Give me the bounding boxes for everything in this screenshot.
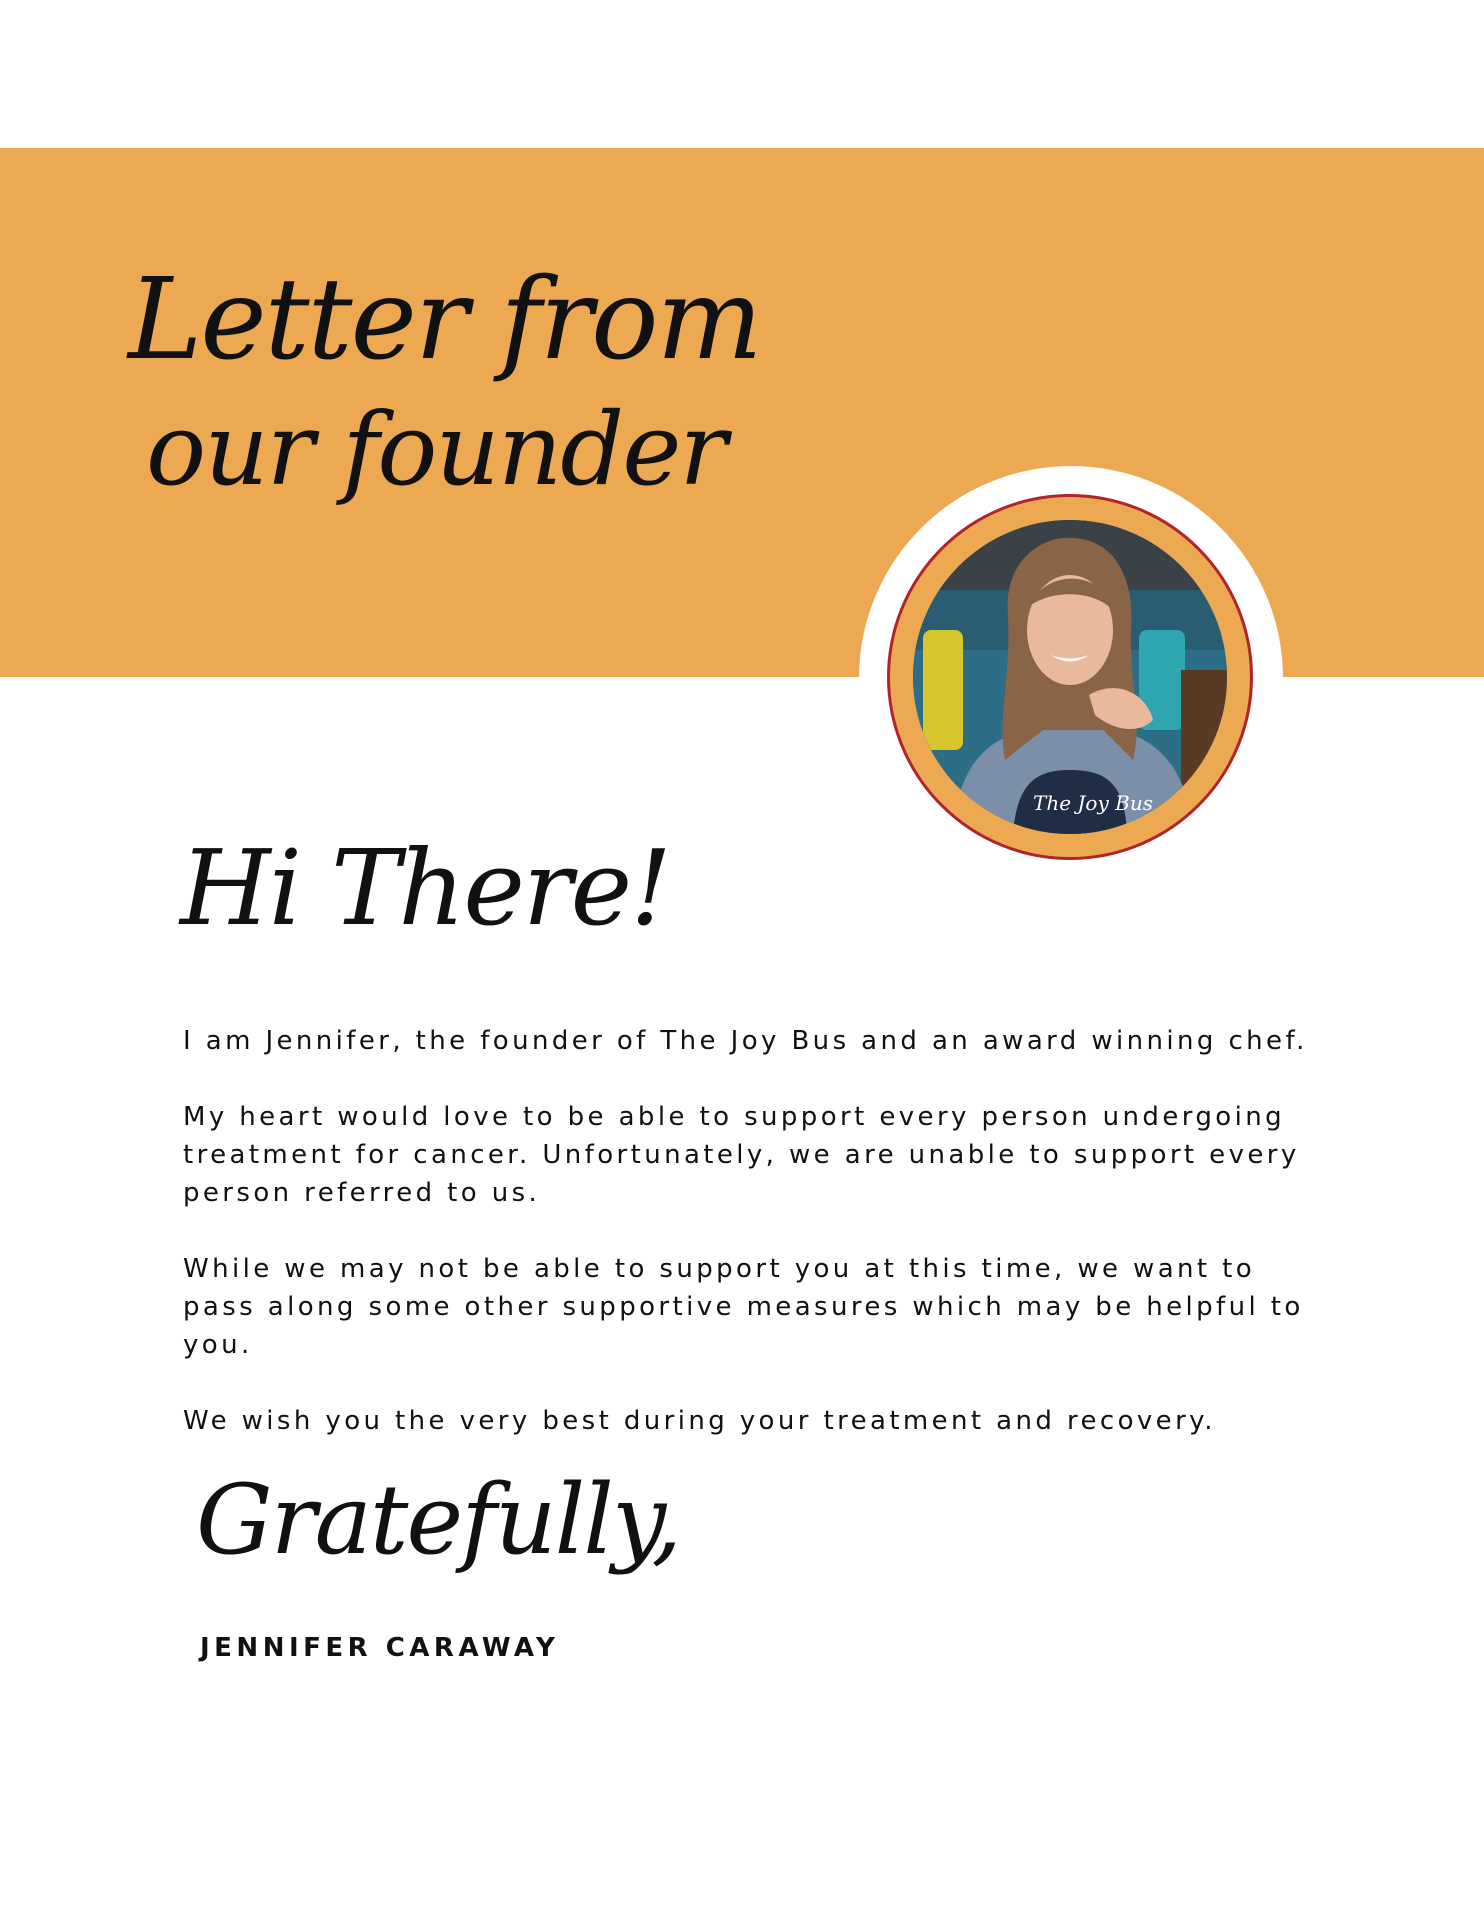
title-line-2: our founder xyxy=(146,391,726,508)
greeting-heading: Hi There! xyxy=(180,827,670,949)
body-paragraph-1: I am Jennifer, the founder of The Joy Bus and an award winning chef. xyxy=(183,1026,1308,1056)
body-paragraph-4: We wish you the very best during your treatment and recovery. xyxy=(183,1406,1216,1436)
founder-portrait-illustration xyxy=(913,520,1227,834)
body-paragraph-3: While we may not be able to support you at this time, we want to pass along some other supportive measures which may be helpful to you. xyxy=(183,1254,1304,1360)
signoff-text: Gratefully, xyxy=(196,1464,680,1576)
letter-body xyxy=(183,1022,1333,1478)
signature-name: JENNIFER CARAWAY xyxy=(200,1633,560,1663)
page-title xyxy=(128,250,761,510)
title-line-1: Letter from xyxy=(128,255,761,385)
founder-photo xyxy=(913,520,1227,834)
body-paragraph-2: My heart would love to be able to support every person undergoing treatment for cancer. Unfortunately, we are unable to support every person referred to us. xyxy=(183,1102,1300,1208)
apron-text: The Joy Bus xyxy=(1033,791,1153,815)
